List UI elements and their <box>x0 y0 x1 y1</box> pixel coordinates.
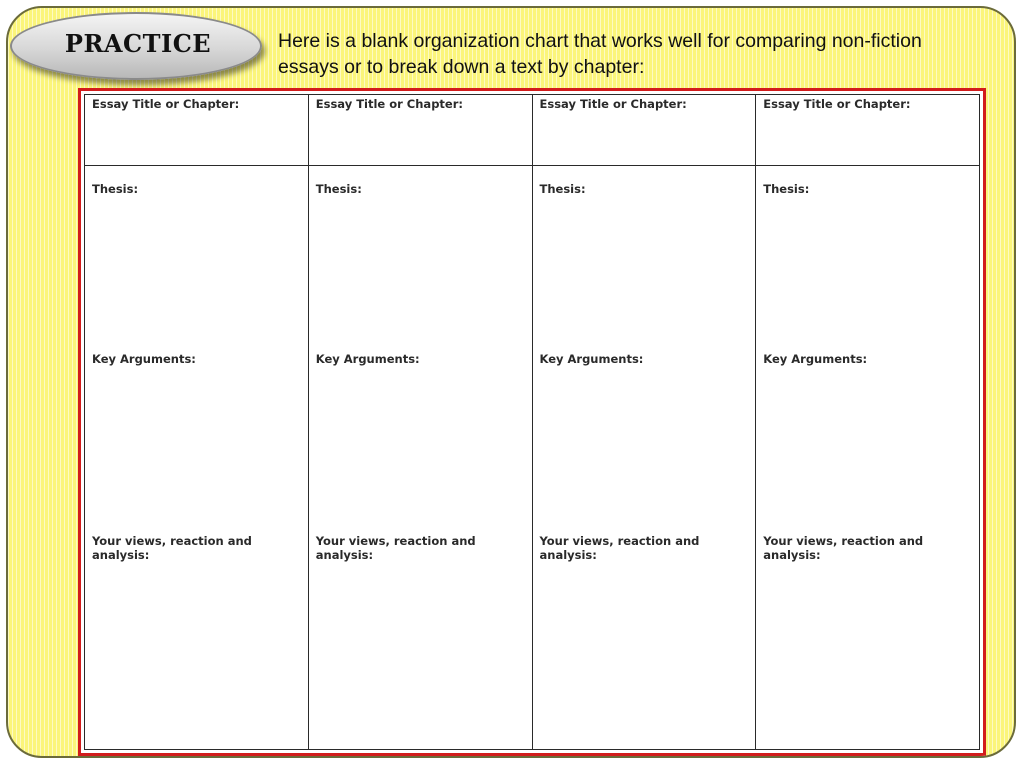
essay-title-label: Essay Title or Chapter: <box>92 97 240 111</box>
thesis-label: Thesis: <box>763 182 810 196</box>
title-cell-3[interactable] <box>532 95 756 166</box>
essay-title-label: Essay Title or Chapter: <box>763 97 911 111</box>
thesis-label: Thesis: <box>92 182 139 196</box>
essay-title-label: Essay Title or Chapter: <box>539 97 687 111</box>
body-cell-1[interactable] <box>85 166 309 750</box>
body-cell-4[interactable] <box>756 166 980 750</box>
practice-badge-label: PRACTICE <box>64 29 212 58</box>
slide-background <box>6 6 1016 758</box>
title-cell-1[interactable] <box>85 95 309 166</box>
thesis-label: Thesis: <box>315 182 362 196</box>
title-cell-4[interactable] <box>756 95 980 166</box>
chart-body-row <box>85 166 980 750</box>
body-cell-3[interactable] <box>532 166 756 750</box>
views-label: Your views, reaction and analysis: <box>315 534 476 562</box>
body-cell-2[interactable] <box>308 166 532 750</box>
practice-badge <box>10 12 262 80</box>
intro-text: Here is a blank organization chart that works well for comparing non-fiction essays or to break down a text by chapter: <box>278 30 922 78</box>
key-arguments-label: Key Arguments: <box>763 352 868 366</box>
views-label: Your views, reaction and analysis: <box>539 534 700 562</box>
title-cell-2[interactable] <box>308 95 532 166</box>
key-arguments-label: Key Arguments: <box>92 352 196 366</box>
key-arguments-label: Key Arguments: <box>539 352 644 366</box>
key-arguments-label: Key Arguments: <box>315 352 420 366</box>
chart-title-row <box>85 95 980 166</box>
organization-chart <box>78 88 986 756</box>
essay-title-label: Essay Title or Chapter: <box>315 97 463 111</box>
organization-chart-table <box>84 94 980 750</box>
views-label: Your views, reaction and analysis: <box>92 534 252 562</box>
thesis-label: Thesis: <box>539 182 586 196</box>
views-label: Your views, reaction and analysis: <box>763 534 924 562</box>
